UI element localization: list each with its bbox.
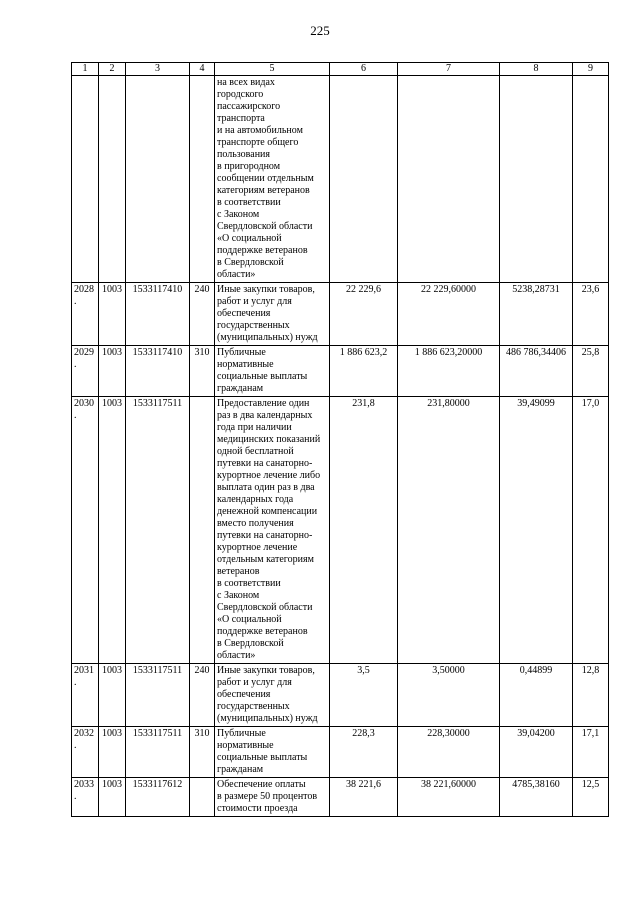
executed-amount-cell: 5238,28731: [500, 283, 573, 346]
section-code-cell: 1003: [99, 397, 126, 664]
section-code-cell: 1003: [99, 664, 126, 727]
description-line: ветеранов: [217, 566, 260, 577]
column-header-9: 9: [573, 63, 609, 76]
column-header-3: 3: [126, 63, 190, 76]
planned-amount-cell: 22 229,6: [330, 283, 398, 346]
target-article-code-cell: 1533117612: [126, 778, 190, 817]
description-line: «О социальной: [217, 614, 282, 625]
description-line: пользования: [217, 149, 270, 160]
description-line: обеспечения: [217, 308, 271, 319]
description-line: пассажирского: [217, 101, 281, 112]
approved-amount-cell: 231,80000: [398, 397, 500, 664]
description-line: социальные выплаты: [217, 752, 308, 763]
target-article-code-cell: 1533117511: [126, 664, 190, 727]
expense-type-code-cell: [190, 778, 215, 817]
description-line: социальные выплаты: [217, 371, 308, 382]
executed-amount-cell: 4785,38160: [500, 778, 573, 817]
description-line: государственных: [217, 701, 290, 712]
approved-amount-cell: 1 886 623,20000: [398, 346, 500, 397]
description-line: Иные закупки товаров,: [217, 665, 315, 676]
description-line: раз в два календарных: [217, 410, 313, 421]
table-row: [72, 76, 609, 283]
target-article-code-cell: 1533117511: [126, 727, 190, 778]
description-cell: [215, 397, 330, 664]
description-line: поддержке ветеранов: [217, 626, 308, 637]
description-line: нормативные: [217, 740, 274, 751]
description-line: Предоставление один: [217, 398, 310, 409]
execution-percent-cell: 12,5: [573, 778, 609, 817]
description-line: Публичные: [217, 347, 266, 358]
description-line: «О социальной: [217, 233, 282, 244]
column-header-4: 4: [190, 63, 215, 76]
planned-amount-cell: 228,3: [330, 727, 398, 778]
table-row: [72, 778, 609, 817]
table-row: [72, 727, 609, 778]
description-line: транспорте общего: [217, 137, 299, 148]
description-line: гражданам: [217, 764, 264, 775]
planned-amount-cell: 3,5: [330, 664, 398, 727]
description-line: категориям ветеранов: [217, 185, 310, 196]
description-line: сообщении отдельным: [217, 173, 314, 184]
execution-percent-cell: 17,1: [573, 727, 609, 778]
planned-amount-cell: 1 886 623,2: [330, 346, 398, 397]
section-code-cell: 1003: [99, 283, 126, 346]
execution-percent-cell: 17,0: [573, 397, 609, 664]
description-cell: [215, 778, 330, 817]
approved-amount-cell: 228,30000: [398, 727, 500, 778]
description-line: обеспечения: [217, 689, 271, 700]
description-line: вместо получения: [217, 518, 294, 529]
description-line: Свердловской области: [217, 602, 313, 613]
description-line: на всех видах: [217, 77, 275, 88]
description-line: курортное лечение: [217, 542, 298, 553]
budget-table: [71, 62, 609, 817]
section-code-cell: 1003: [99, 346, 126, 397]
description-line: отдельным категориям: [217, 554, 314, 565]
row-number-cell: [72, 76, 99, 283]
column-header-6: 6: [330, 63, 398, 76]
column-header-8: 8: [500, 63, 573, 76]
execution-percent-cell: 25,8: [573, 346, 609, 397]
description-line: нормативные: [217, 359, 274, 370]
page-number: 225: [310, 23, 330, 38]
column-header-5: 5: [215, 63, 330, 76]
expense-type-code-cell: 240: [190, 283, 215, 346]
description-line: транспорта: [217, 113, 265, 124]
approved-amount-cell: 38 221,60000: [398, 778, 500, 817]
section-code-cell: 1003: [99, 778, 126, 817]
description-line: медицинских показаний: [217, 434, 321, 445]
description-line: области»: [217, 650, 256, 661]
executed-amount-cell: 39,49099: [500, 397, 573, 664]
row-number-cell: 2028.: [72, 283, 99, 346]
description-line: и на автомобильном: [217, 125, 303, 136]
description-line: Свердловской области: [217, 221, 313, 232]
description-line: (муниципальных) нужд: [217, 713, 318, 724]
description-line: путевки на санаторно-: [217, 458, 313, 469]
target-article-code-cell: 1533117410: [126, 346, 190, 397]
expense-type-code-cell: 240: [190, 664, 215, 727]
description-line: работ и услуг для: [217, 296, 292, 307]
row-number-cell: 2030.: [72, 397, 99, 664]
description-line: городского: [217, 89, 264, 100]
description-line: в пригородном: [217, 161, 281, 172]
description-line: стоимости проезда: [217, 803, 298, 814]
row-number-cell: 2031.: [72, 664, 99, 727]
description-line: поддержке ветеранов: [217, 245, 308, 256]
description-line: Публичные: [217, 728, 266, 739]
description-line: одной бесплатной: [217, 446, 294, 457]
description-line: с Законом: [217, 209, 260, 220]
row-number-cell: 2032.: [72, 727, 99, 778]
execution-percent-cell: [573, 76, 609, 283]
table-row: [72, 346, 609, 397]
target-article-code-cell: 1533117410: [126, 283, 190, 346]
description-line: (муниципальных) нужд: [217, 332, 318, 343]
description-cell: [215, 283, 330, 346]
executed-amount-cell: 486 786,34406: [500, 346, 573, 397]
row-number-cell: 2029.: [72, 346, 99, 397]
description-line: работ и услуг для: [217, 677, 292, 688]
expense-type-code-cell: 310: [190, 346, 215, 397]
approved-amount-cell: 3,50000: [398, 664, 500, 727]
description-line: гражданам: [217, 383, 264, 394]
planned-amount-cell: 231,8: [330, 397, 398, 664]
execution-percent-cell: 23,6: [573, 283, 609, 346]
description-line: календарных года: [217, 494, 294, 505]
description-line: области»: [217, 269, 256, 280]
description-line: в Свердловской: [217, 638, 284, 649]
description-line: курортное лечение либо: [217, 470, 321, 481]
description-line: путевки на санаторно-: [217, 530, 313, 541]
description-line: Обеспечение оплаты: [217, 779, 306, 790]
description-cell: [215, 76, 330, 283]
table-row: [72, 397, 609, 664]
executed-amount-cell: 0,44899: [500, 664, 573, 727]
header-row: [72, 63, 609, 76]
description-line: государственных: [217, 320, 290, 331]
description-cell: [215, 346, 330, 397]
description-line: выплата один раз в два: [217, 482, 315, 493]
approved-amount-cell: 22 229,60000: [398, 283, 500, 346]
target-article-code-cell: 1533117511: [126, 397, 190, 664]
description-line: денежной компенсации: [217, 506, 318, 517]
execution-percent-cell: 12,8: [573, 664, 609, 727]
expense-type-code-cell: 310: [190, 727, 215, 778]
description-line: в соответствии: [217, 197, 281, 208]
executed-amount-cell: [500, 76, 573, 283]
approved-amount-cell: [398, 76, 500, 283]
column-header-7: 7: [398, 63, 500, 76]
expense-type-code-cell: [190, 397, 215, 664]
description-cell: [215, 727, 330, 778]
description-line: года при наличии: [217, 422, 292, 433]
description-line: в Свердловской: [217, 257, 284, 268]
executed-amount-cell: 39,04200: [500, 727, 573, 778]
description-line: в соответствии: [217, 578, 281, 589]
section-code-cell: [99, 76, 126, 283]
target-article-code-cell: [126, 76, 190, 283]
description-line: с Законом: [217, 590, 260, 601]
column-header-1: 1: [72, 63, 99, 76]
planned-amount-cell: [330, 76, 398, 283]
description-cell: [215, 664, 330, 727]
expense-type-code-cell: [190, 76, 215, 283]
row-number-cell: 2033.: [72, 778, 99, 817]
description-line: в размере 50 процентов: [217, 791, 318, 802]
table-body: [72, 76, 609, 817]
column-header-2: 2: [99, 63, 126, 76]
planned-amount-cell: 38 221,6: [330, 778, 398, 817]
table-row: [72, 664, 609, 727]
table-row: [72, 283, 609, 346]
section-code-cell: 1003: [99, 727, 126, 778]
description-line: Иные закупки товаров,: [217, 284, 315, 295]
